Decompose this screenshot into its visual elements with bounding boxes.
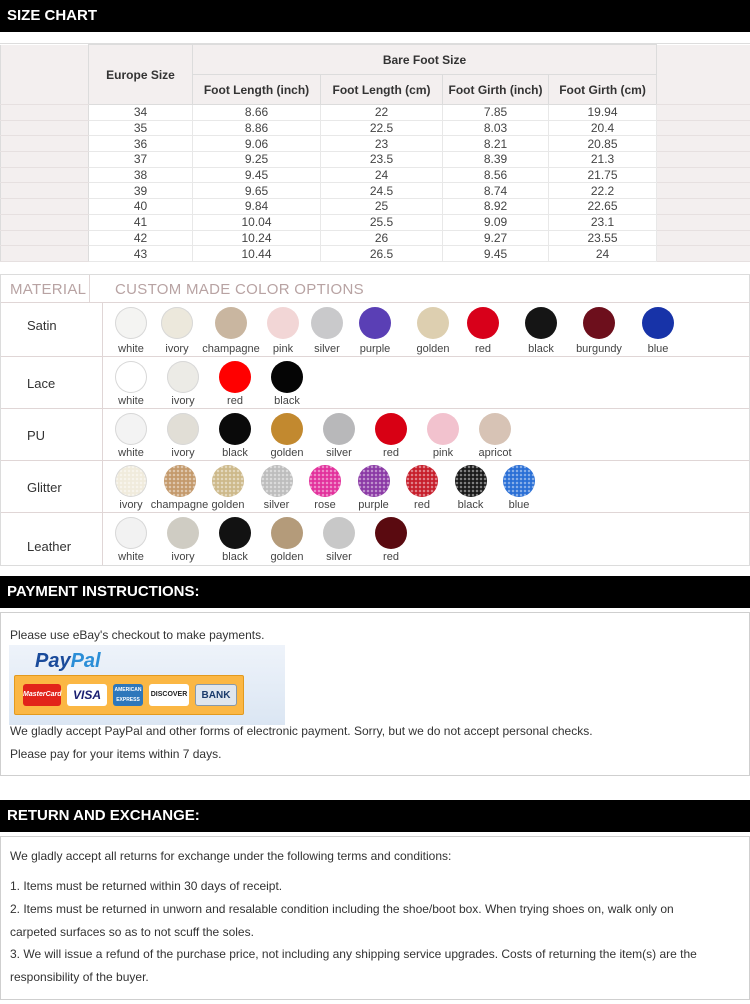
europe-size-cell: 38 [89,167,193,183]
side-spacer [657,183,750,199]
table-cell: 9.09 [443,214,549,230]
side-spacer [1,246,89,262]
table-cell: 24.5 [321,183,443,199]
color-swatch-red[interactable] [219,361,251,393]
color-swatch-ivory[interactable] [167,413,199,445]
side-spacer [1,136,89,152]
side-spacer [1,167,89,183]
color-swatch-burgundy[interactable] [583,307,615,339]
color-swatch-champagne[interactable] [215,307,247,339]
side-spacer [1,45,89,105]
color-swatch-white[interactable] [115,361,147,393]
color-label: golden [211,499,245,511]
color-swatch-champagne[interactable] [164,465,196,497]
table-cell: 24 [321,167,443,183]
returns-item-2b: carpeted surfaces so as to not scuff the soles. [10,925,254,939]
color-label: purple [359,343,391,355]
color-swatch-black[interactable] [271,361,303,393]
side-spacer [657,105,750,121]
color-swatch-white[interactable] [115,517,147,549]
side-spacer [1,183,89,199]
color-swatch-blue[interactable] [503,465,535,497]
paypal-logo-pay: Pay [35,650,71,672]
table-row [1,199,750,215]
europe-size-cell: 41 [89,214,193,230]
table-cell: 23.5 [321,152,443,168]
table-cell: 8.39 [443,152,549,168]
color-swatch-purple[interactable] [358,465,390,497]
europe-size-cell: 43 [89,246,193,262]
table-cell: 20.4 [549,120,657,136]
payment-header: PAYMENT INSTRUCTIONS: [0,576,750,608]
color-label: red [227,395,243,407]
discover-icon: DISCOVER [149,684,189,706]
side-spacer [657,45,750,105]
table-cell: 9.06 [193,136,321,152]
returns-item-3b: responsibility of the buyer. [10,970,149,984]
material-heading: MATERIAL [10,281,87,298]
color-label: golden [270,551,304,563]
europe-size-cell: 39 [89,183,193,199]
side-spacer [657,214,750,230]
europe-size-cell: 37 [89,152,193,168]
color-swatch-pink[interactable] [267,307,299,339]
table-cell: 9.45 [193,167,321,183]
color-label: white [118,343,144,355]
color-swatch-ivory[interactable] [167,361,199,393]
color-label: black [222,447,248,459]
material-row-lace [1,357,749,409]
material-label: Satin [27,318,57,333]
table-cell: 26 [321,230,443,246]
paypal-banner [9,645,285,725]
color-options-panel [0,274,750,566]
europe-size-cell: 36 [89,136,193,152]
size-chart-header: SIZE CHART [0,0,750,32]
table-cell: 22 [321,105,443,121]
size-chart-table [0,43,750,264]
color-options-header [1,275,749,303]
material-label: Glitter [27,480,62,495]
color-label: black [528,343,554,355]
returns-item-2a: 2. Items must be returned in unworn and resalable condition including the shoe/boot box. When trying shoes on, walk only on [10,902,674,916]
color-swatch-black[interactable] [525,307,557,339]
table-cell: 9.84 [193,199,321,215]
table-row [1,105,750,121]
color-label: silver [326,551,352,563]
side-spacer [1,199,89,215]
color-label: pink [432,447,454,459]
color-label: champagne [150,499,209,511]
color-label: pink [272,343,294,355]
color-label: white [118,447,144,459]
side-spacer [657,167,750,183]
table-cell: 23.55 [549,230,657,246]
table-cell: 9.25 [193,152,321,168]
table-row [1,214,750,230]
color-label: silver [326,447,352,459]
returns-header: RETURN AND EXCHANGE: [0,800,750,832]
color-label: ivory [165,343,189,355]
side-spacer [657,120,750,136]
color-label: red [414,499,430,511]
table-row [1,152,750,168]
table-cell: 8.66 [193,105,321,121]
custom-color-heading: CUSTOM MADE COLOR OPTIONS [115,281,364,298]
color-swatch-white[interactable] [115,307,147,339]
color-label: champagne [202,343,260,355]
europe-size-header: Europe Size [89,45,193,105]
color-label: silver [314,343,340,355]
table-cell: 10.24 [193,230,321,246]
side-spacer [1,152,89,168]
table-cell: 22.2 [549,183,657,199]
color-swatch-pink[interactable] [427,413,459,445]
color-swatch-purple[interactable] [359,307,391,339]
amex-icon: AMERICAN EXPRESS [113,684,143,706]
column-header: Foot Length (inch) [193,75,321,105]
side-spacer [1,105,89,121]
material-label: Leather [27,539,72,554]
color-swatch-golden[interactable] [417,307,449,339]
table-cell: 20.85 [549,136,657,152]
color-label: red [475,343,491,355]
payment-line-3: Please pay for your items within 7 days. [10,747,222,761]
color-swatch-apricot[interactable] [479,413,511,445]
side-spacer [657,199,750,215]
color-swatch-silver[interactable] [311,307,343,339]
table-cell: 9.27 [443,230,549,246]
divider [89,275,90,303]
color-label: black [457,499,484,511]
table-cell: 26.5 [321,246,443,262]
material-row-glitter [1,461,749,513]
color-swatch-red[interactable] [467,307,499,339]
table-cell: 10.04 [193,214,321,230]
table-cell: 22.5 [321,120,443,136]
color-swatch-black[interactable] [219,517,251,549]
color-swatch-red[interactable] [406,465,438,497]
table-cell: 21.75 [549,167,657,183]
color-label: ivory [171,551,195,563]
europe-size-cell: 42 [89,230,193,246]
color-label: blue [647,343,669,355]
bare-foot-size-header: Bare Foot Size [193,45,657,75]
color-label: blue [508,499,530,511]
side-spacer [1,120,89,136]
material-label: Lace [27,376,56,391]
color-swatch-ivory[interactable] [161,307,193,339]
color-swatch-golden[interactable] [271,413,303,445]
color-label: red [383,447,399,459]
color-swatch-silver[interactable] [261,465,293,497]
color-swatch-silver[interactable] [323,413,355,445]
color-swatch-white[interactable] [115,413,147,445]
table-cell: 7.85 [443,105,549,121]
size-grid [0,44,750,262]
color-swatch-ivory[interactable] [167,517,199,549]
side-spacer [657,246,750,262]
payment-line-2: We gladly accept PayPal and other forms of electronic payment. Sorry, but we do not accept personal checks. [10,724,593,738]
table-cell: 25.5 [321,214,443,230]
side-spacer [1,214,89,230]
table-cell: 21.3 [549,152,657,168]
table-cell: 25 [321,199,443,215]
table-cell: 8.92 [443,199,549,215]
color-label: burgundy [576,343,622,355]
europe-size-cell: 34 [89,105,193,121]
mastercard-icon: MasterCard [23,684,61,706]
table-row [1,230,750,246]
color-swatch-red[interactable] [375,517,407,549]
side-spacer [657,136,750,152]
table-cell: 23 [321,136,443,152]
table-cell: 8.03 [443,120,549,136]
material-row-leather [1,513,749,565]
color-label: red [383,551,399,563]
returns-intro: We gladly accept all returns for exchange under the following terms and conditions: [10,849,452,863]
europe-size-cell: 40 [89,199,193,215]
table-cell: 9.65 [193,183,321,199]
material-label: PU [27,428,46,443]
column-header: Foot Girth (cm) [549,75,657,105]
returns-item-1: 1. Items must be returned within 30 days of receipt. [10,879,283,893]
side-spacer [1,230,89,246]
color-swatch-silver[interactable] [323,517,355,549]
table-cell: 8.21 [443,136,549,152]
color-swatch-black[interactable] [219,413,251,445]
table-cell: 8.56 [443,167,549,183]
table-row [1,120,750,136]
visa-icon: VISA [67,684,107,706]
bank-icon: BANK [195,684,237,706]
color-label: ivory [119,499,143,511]
material-row-pu [1,409,749,461]
column-header: Foot Length (cm) [321,75,443,105]
color-label: apricot [478,447,512,459]
material-row-satin [1,303,749,357]
color-label: golden [270,447,304,459]
color-label: white [118,551,144,563]
table-cell: 24 [549,246,657,262]
payment-line-1: Please use eBay's checkout to make payments. [10,628,265,642]
table-cell: 23.1 [549,214,657,230]
color-label: rose [314,499,336,511]
color-label: ivory [171,447,195,459]
table-cell: 10.44 [193,246,321,262]
color-swatch-golden[interactable] [212,465,244,497]
table-row [1,167,750,183]
color-swatch-red[interactable] [375,413,407,445]
table-cell: 8.74 [443,183,549,199]
paypal-logo [35,650,101,673]
color-label: purple [358,499,389,511]
color-label: white [118,395,144,407]
europe-size-cell: 35 [89,120,193,136]
table-cell: 8.86 [193,120,321,136]
color-swatch-ivory[interactable] [115,465,147,497]
table-cell: 9.45 [443,246,549,262]
card-logos-bar [14,675,244,715]
side-spacer [657,152,750,168]
color-label: black [222,551,248,563]
color-swatch-rose[interactable] [309,465,341,497]
side-spacer [657,230,750,246]
color-label: silver [263,499,290,511]
color-label: black [274,395,300,407]
color-swatch-golden[interactable] [271,517,303,549]
returns-item-3a: 3. We will issue a refund of the purchase price, not including any shipping service upgrades. Costs of returning the item(s) are the [10,947,697,961]
table-row [1,183,750,199]
paypal-logo-pal: Pal [70,650,101,672]
table-row [1,246,750,262]
table-cell: 19.94 [549,105,657,121]
color-label: ivory [171,395,195,407]
table-cell: 22.65 [549,199,657,215]
color-label: golden [416,343,450,355]
color-swatch-black[interactable] [455,465,487,497]
column-header: Foot Girth (inch) [443,75,549,105]
color-swatch-blue[interactable] [642,307,674,339]
table-row [1,136,750,152]
